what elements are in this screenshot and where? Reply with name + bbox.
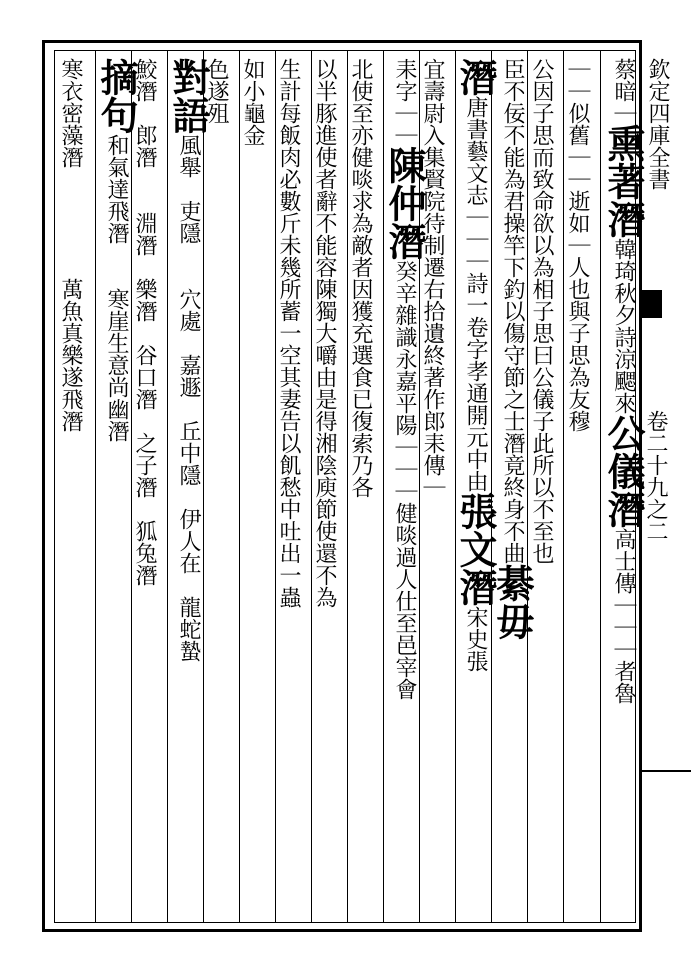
text-column [133,58,155,586]
column-text: ｜｜ [565,58,590,102]
column-text: 高士傳｜｜｜者魯 [611,528,636,704]
column-text: 蔡暗｜ [611,58,636,124]
text-column [313,58,335,608]
column-text: 韓琦秋夕詩涼颸來 [611,238,636,414]
column-text: 北使至亦健啖求為敵者因獲充選食已復索乃各 [348,58,373,498]
column-text: 如小龜金 [240,58,265,146]
column-rule [167,50,168,923]
column-text: 色遂殂 [204,58,229,124]
entry-heading: 潛 [453,58,498,96]
text-column [601,58,646,704]
column-text: 臣不佞不能為君操竿下釣以傷守節之士潛竟終身不曲 [500,58,525,564]
text-column [277,58,299,608]
column-text: 唐書藝文志｜｜｜詩一卷字孝通開元中由 [463,96,488,492]
column-text: 似舊｜｜逝如｜ [565,102,590,256]
entry-heading: 熏著潛 [601,124,646,238]
column-text: 公因子思而致命欲以為相子思曰公儀子此所以不至也 [529,58,554,564]
column-text: 耒傳｜ [420,432,445,498]
entry-heading: 公儀潛 [601,414,646,528]
column-rule [563,50,564,923]
text-column [59,58,81,432]
header-volume [644,410,666,542]
text-column [382,58,427,700]
column-text: 人也與子思為友穆 [565,256,590,432]
column-rule [239,50,240,923]
entry-heading: 綦毋 [490,564,535,640]
text-column [241,58,263,146]
text-column [453,58,498,672]
fold-line [640,770,691,772]
column-rule [95,50,96,923]
text-column [94,58,139,442]
text-column [421,58,443,498]
header-title [646,58,668,190]
column-text: 耒字｜｜ [392,58,417,146]
entry-heading: 張文潛 [453,492,498,606]
column-text: 卷二十九之二 [643,410,668,542]
column-text: 寒衣密藻潛 萬魚真樂遂飛潛 [58,58,83,432]
column-text: 鮫潛 郎潛 淵潛 樂潛 谷口潛 之子潛 狐兔潛 [132,58,157,586]
column-text: 宋史張 [463,606,488,672]
text-column [566,58,588,432]
entry-heading: 摘句 [94,58,139,134]
column-text: 和氣達飛潛 寒崖生意尚幽潛 [104,134,129,442]
text-column [166,58,211,662]
text-column [349,58,371,498]
column-text: 風舉 吏隱 穴處 嘉遯 丘中隱 伊人在 龍蛇蟄 [176,134,201,662]
column-text: 癸辛雜識永嘉平陽｜｜｜健啖過人仕至邑宰會 [392,260,417,700]
entry-heading: 對語 [166,58,211,134]
fold-mark [640,290,662,318]
column-text: 以半豚進使者辭不能容陳獨大嚼由是得湘陰庾節使還不為 [312,58,337,608]
text-column [530,58,552,564]
entry-heading: 陳仲潛 [382,146,427,260]
column-text: 宜壽尉入集賢院待制遷右拾遺終著作郎 [420,58,445,432]
column-text: 欽定四庫全書 [645,58,670,190]
column-text: 生計每飯肉必數斤未幾所蓄一空其妻告以飢愁中吐出一蟲 [276,58,301,608]
text-column [490,58,535,640]
